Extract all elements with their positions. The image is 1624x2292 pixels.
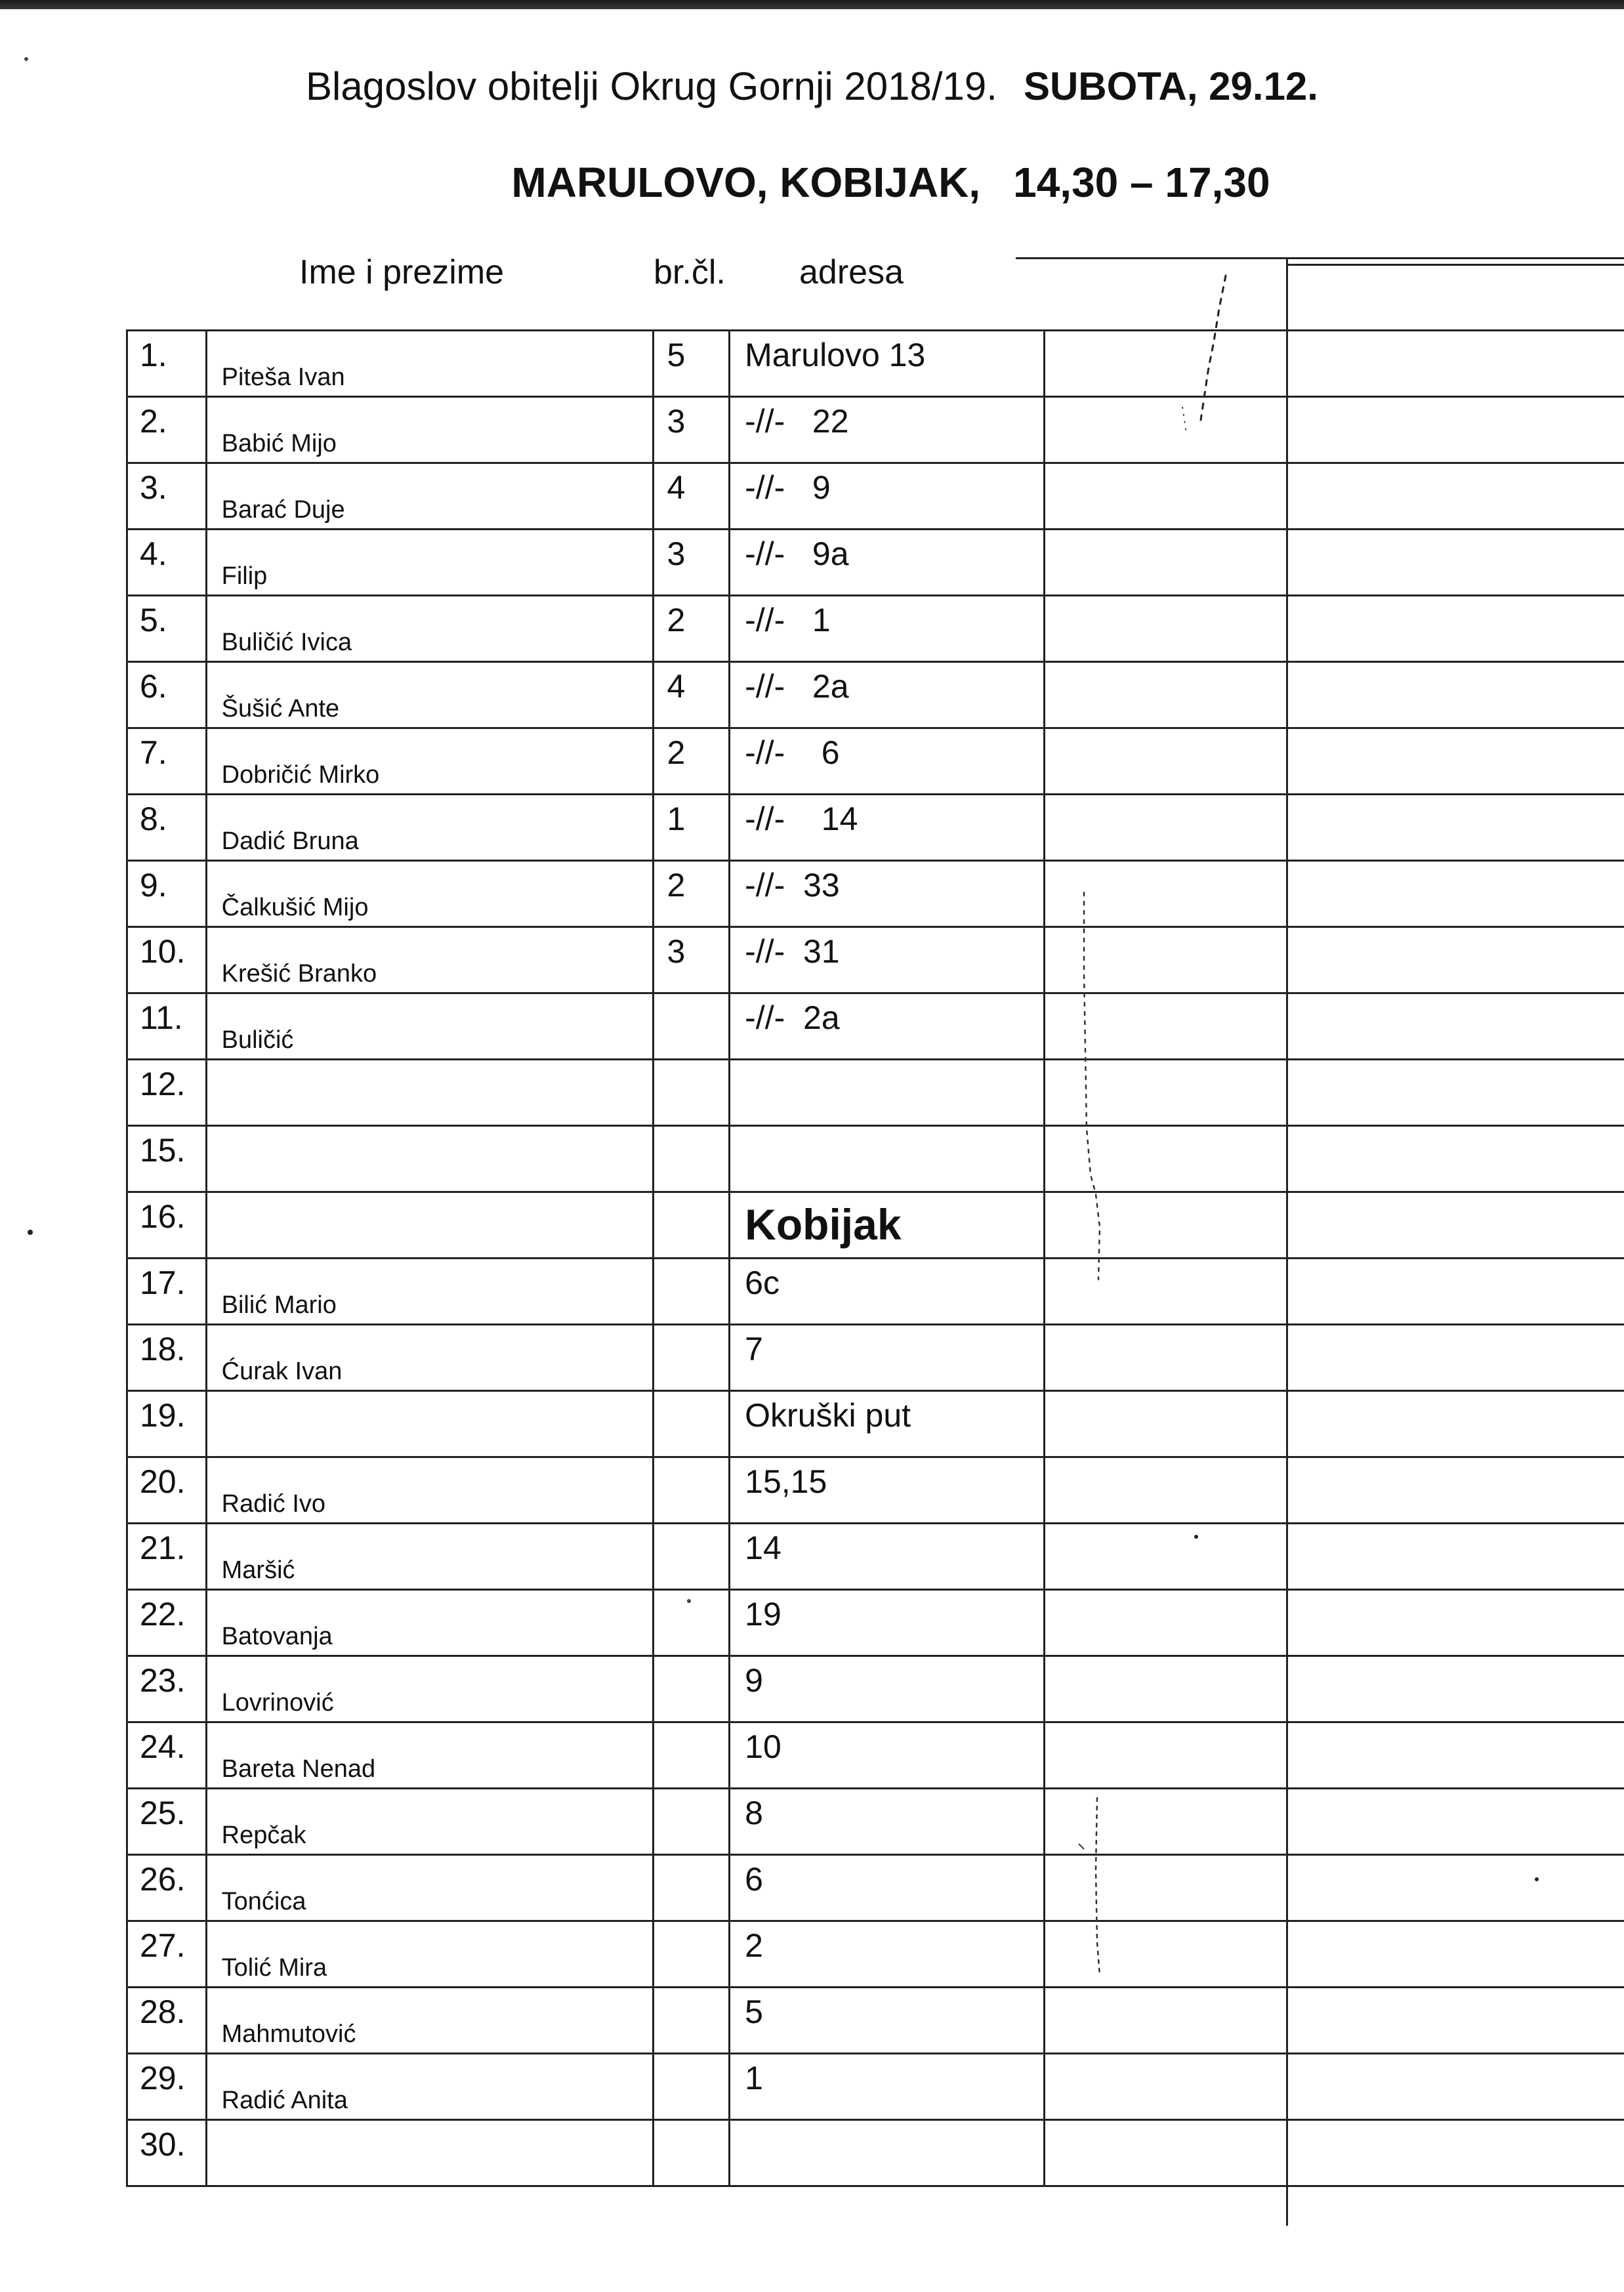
extra-cell-cell [1287,1855,1624,1921]
extra-cell-cell [1287,1259,1624,1325]
member-count: 3 [667,403,686,440]
address-cell [730,1192,1045,1259]
family-name-cell [206,1060,653,1126]
row-number: 16. [140,1198,186,1235]
extra-cell-cell [1287,1325,1624,1391]
family-name: Piteša Ivan [221,364,345,391]
address: -//- 9 [745,469,831,506]
address-cell [730,530,1045,596]
address: Okruški put [745,1397,911,1434]
extra-cell-cell [1287,1656,1624,1722]
table-row [127,1192,1624,1259]
member-count-cell [653,463,730,530]
row-number-cell [127,463,207,530]
address: -//- 1 [745,602,831,638]
address-cell [730,927,1045,993]
notes-cell-cell [1044,2054,1287,2120]
family-name: Maršić [221,1556,295,1584]
table-row [127,1457,1624,1524]
row-number: 7. [140,734,167,771]
address: 6c [745,1264,780,1301]
table-row [127,463,1624,530]
family-name: Mahmutović [221,2020,356,2048]
address-cell [730,1722,1045,1789]
header-rule [1016,257,1624,259]
family-name-cell [206,1590,653,1656]
member-count-cell [653,927,730,993]
family-name-cell [206,993,653,1060]
notes-cell-cell [1044,1259,1287,1325]
title-day: SUBOTA, 29.12. [1023,64,1318,108]
member-count-cell [653,662,730,728]
member-count-cell [653,1391,730,1457]
family-name: Dadić Bruna [221,827,359,855]
family-name-cell [206,795,653,861]
notes-cell-cell [1044,1524,1287,1590]
address: 10 [745,1728,781,1765]
table-row [127,397,1624,463]
address-cell [730,1656,1045,1722]
notes-cell-cell [1044,1060,1287,1126]
row-number-cell [127,1325,207,1391]
row-number: 21. [140,1530,186,1566]
notes-cell-cell [1044,728,1287,795]
family-name-cell [206,1921,653,1988]
address-cell [730,1855,1045,1921]
row-number-cell [127,1192,207,1259]
address-cell [730,2120,1045,2186]
family-name-cell [206,1656,653,1722]
row-number-cell [127,2054,207,2120]
table-row [127,795,1624,861]
extra-cell-cell [1287,1391,1624,1457]
header-rule-right [1286,264,1624,266]
member-count-cell [653,1259,730,1325]
table-row [127,596,1624,662]
notes-cell-cell [1044,1988,1287,2054]
member-count-cell [653,1192,730,1259]
family-name: Barać Duje [221,496,345,524]
table-row [127,662,1624,728]
row-number-cell [127,1855,207,1921]
member-count-cell [653,728,730,795]
family-name: Batovanja [221,1623,333,1650]
row-number-cell [127,530,207,596]
member-count-cell [653,1855,730,1921]
notes-cell-cell [1044,596,1287,662]
member-count: 2 [667,734,686,771]
extra-cell-cell [1287,463,1624,530]
family-name: Bareta Nenad [221,1755,376,1783]
member-count-cell [653,1060,730,1126]
member-count: 3 [667,535,686,572]
address-cell [730,993,1045,1060]
extra-cell-cell [1287,1722,1624,1789]
row-number-cell [127,1391,207,1457]
row-number: 22. [140,1596,186,1633]
address-cell [730,1325,1045,1391]
table-row [127,1789,1624,1855]
family-name-cell [206,2054,653,2120]
location-label: MARULOVO, KOBIJAK, [511,159,981,206]
row-number: 19. [140,1397,186,1434]
family-name-cell [206,861,653,927]
family-name: Radić Ivo [221,1490,326,1518]
family-name-cell [206,1126,653,1192]
member-count: 3 [667,933,686,970]
extra-cell-cell [1287,927,1624,993]
notes-cell-cell [1044,861,1287,927]
extra-cell-cell [1287,1988,1624,2054]
family-name: Babić Mijo [221,430,337,457]
address-cell [730,1921,1045,1988]
family-name-cell [206,1988,653,2054]
scan-edge [0,0,1624,9]
row-number-cell [127,1259,207,1325]
notes-cell-cell [1044,1325,1287,1391]
family-name: Lovrinović [221,1689,334,1717]
row-number-cell [127,1656,207,1722]
table-row [127,331,1624,397]
roster-table [126,329,1624,2187]
notes-cell-cell [1044,1921,1287,1988]
address-cell [730,1259,1045,1325]
extra-cell-cell [1287,861,1624,927]
member-count-cell [653,1722,730,1789]
notes-cell-cell [1044,993,1287,1060]
family-name: Ćurak Ivan [221,1358,343,1385]
row-number: 12. [140,1066,186,1102]
address: -//- 2a [745,999,840,1036]
family-name-cell [206,1259,653,1325]
address-cell [730,795,1045,861]
table-row [127,1325,1624,1391]
notes-cell-cell [1044,1391,1287,1457]
table-row [127,1060,1624,1126]
family-name-cell [206,927,653,993]
row-number-cell [127,1590,207,1656]
extra-cell-cell [1287,993,1624,1060]
member-count-cell [653,1921,730,1988]
member-count: 2 [667,602,686,638]
family-name: Radić Anita [221,2087,348,2114]
member-count-cell [653,1590,730,1656]
row-number-cell [127,927,207,993]
table-row [127,927,1624,993]
row-number-cell [127,728,207,795]
row-number-cell [127,2120,207,2186]
family-name: Bilić Mario [221,1291,337,1319]
row-number-cell [127,1789,207,1855]
address-cell [730,596,1045,662]
address: -//- 14 [745,801,858,837]
address: -//- 33 [745,867,840,904]
title-prefix: Blagoslov obitelji Okrug Gornji 2018/19. [306,64,997,108]
address: 14 [745,1530,781,1566]
member-count-cell [653,1126,730,1192]
member-count-cell [653,1524,730,1590]
member-count-cell [653,530,730,596]
notes-cell-cell [1044,795,1287,861]
table-row [127,530,1624,596]
notes-cell-cell [1044,530,1287,596]
family-name-cell [206,530,653,596]
notes-cell-cell [1044,1855,1287,1921]
address-cell [730,1590,1045,1656]
family-name-cell [206,331,653,397]
roster-body [127,331,1624,2186]
address-cell [730,463,1045,530]
family-name-cell [206,463,653,530]
row-number: 1. [140,337,167,373]
extra-cell-cell [1287,1457,1624,1524]
notes-cell-cell [1044,397,1287,463]
member-count: 4 [667,668,686,705]
address: -//- 2a [745,668,849,705]
notes-cell-cell [1044,463,1287,530]
address: Kobijak [745,1200,902,1249]
family-name: Buličić Ivica [221,629,352,656]
row-number: 23. [140,1662,186,1699]
member-count-cell [653,2120,730,2186]
family-name-cell [206,1391,653,1457]
address: -//- 22 [745,403,849,440]
row-number-cell [127,331,207,397]
notes-cell-cell [1044,1192,1287,1259]
table-row [127,2120,1624,2186]
family-name-cell [206,1325,653,1391]
extra-cell-cell [1287,1590,1624,1656]
row-number: 8. [140,801,167,837]
row-number: 5. [140,602,167,638]
member-count-cell [653,1656,730,1722]
member-count-cell [653,1325,730,1391]
row-number-cell [127,861,207,927]
row-number-cell [127,795,207,861]
address-cell [730,397,1045,463]
extra-cell-cell [1287,530,1624,596]
table-row [127,861,1624,927]
family-name: Šušić Ante [221,695,340,722]
member-count: 4 [667,469,686,506]
family-name: Krešić Branko [221,960,377,988]
address: -//- 9a [745,535,849,572]
table-row [127,1259,1624,1325]
row-number: 15. [140,1132,186,1169]
row-number-cell [127,662,207,728]
notes-cell-cell [1044,331,1287,397]
table-row [127,1722,1624,1789]
row-number-cell [127,1722,207,1789]
address-cell [730,728,1045,795]
row-number: 9. [140,867,167,904]
family-name-cell [206,728,653,795]
table-row [127,2054,1624,2120]
page-subtitle [0,155,1624,210]
address: -//- 6 [745,734,840,771]
row-number: 27. [140,1927,186,1964]
extra-cell-cell [1287,397,1624,463]
extra-cell-cell [1287,1921,1624,1988]
address-cell [730,1988,1045,2054]
family-name: Tonćica [221,1888,306,1915]
extra-cell-cell [1287,662,1624,728]
row-number: 28. [140,1993,186,2030]
row-number: 20. [140,1463,186,1500]
family-name-cell [206,397,653,463]
notes-cell-cell [1044,662,1287,728]
row-number: 18. [140,1331,186,1367]
table-row [127,728,1624,795]
extra-cell-cell [1287,2054,1624,2120]
table-row [127,993,1624,1060]
extra-cell-cell [1287,1524,1624,1590]
notes-cell-cell [1044,1789,1287,1855]
table-row [127,1590,1624,1656]
row-number-cell [127,397,207,463]
family-name-cell [206,2120,653,2186]
address: 19 [745,1596,781,1633]
family-name: Repčak [221,1822,306,1849]
extra-cell-cell [1287,1060,1624,1126]
table-row [127,1126,1624,1192]
address: 5 [745,1993,763,2030]
notes-cell-cell [1044,1590,1287,1656]
column-header-count: br.čl. [654,253,726,291]
family-name: Čalkušić Mijo [221,894,369,921]
row-number: 29. [140,2060,186,2096]
member-count-cell [653,795,730,861]
row-number: 11. [140,999,183,1036]
notes-cell-cell [1044,1126,1287,1192]
notes-cell-cell [1044,927,1287,993]
address-cell [730,1060,1045,1126]
member-count-cell [653,993,730,1060]
family-name-cell [206,662,653,728]
row-number: 25. [140,1795,186,1831]
row-number-cell [127,1921,207,1988]
table-row [127,1391,1624,1457]
family-name: Filip [221,562,268,590]
family-name-cell [206,1722,653,1789]
row-number-cell [127,1457,207,1524]
family-name-cell [206,596,653,662]
family-name: Buličić [221,1026,294,1054]
address-cell [730,2054,1045,2120]
row-number: 30. [140,2126,186,2163]
member-count: 5 [667,337,686,373]
notes-cell-cell [1044,1722,1287,1789]
extra-cell-cell [1287,795,1624,861]
family-name-cell [206,1192,653,1259]
row-number: 2. [140,403,167,440]
address: 9 [745,1662,763,1699]
extra-cell-cell [1287,331,1624,397]
address-cell [730,662,1045,728]
family-name-cell [206,1524,653,1590]
extra-cell-cell [1287,728,1624,795]
notes-cell-cell [1044,1457,1287,1524]
row-number: 24. [140,1728,186,1765]
extra-cell-cell [1287,596,1624,662]
row-number-cell [127,596,207,662]
row-number: 26. [140,1861,186,1898]
member-count-cell [653,2054,730,2120]
table-row [127,1524,1624,1590]
page-title [0,60,1624,113]
notes-cell-cell [1044,1656,1287,1722]
address: 1 [745,2060,763,2096]
row-number-cell [127,1524,207,1590]
column-header-address: adresa [799,253,904,291]
member-count-cell [653,861,730,927]
table-row [127,1988,1624,2054]
member-count-cell [653,331,730,397]
extra-cell-cell [1287,2120,1624,2186]
family-name: Dobričić Mirko [221,761,380,789]
member-count: 2 [667,867,686,904]
row-number-cell [127,1126,207,1192]
member-count-cell [653,397,730,463]
address: 7 [745,1331,763,1367]
row-number: 6. [140,668,167,705]
table-row [127,1921,1624,1988]
address-cell [730,1391,1045,1457]
address-cell [730,331,1045,397]
row-number-cell [127,1060,207,1126]
row-number: 3. [140,469,167,506]
table-row [127,1656,1624,1722]
column-header-name: Ime i prezime [299,253,505,291]
address-cell [730,861,1045,927]
family-name-cell [206,1789,653,1855]
row-number: 17. [140,1264,186,1301]
family-name-cell [206,1855,653,1921]
address-cell [730,1126,1045,1192]
extra-cell-cell [1287,1192,1624,1259]
extra-cell-cell [1287,1126,1624,1192]
address-cell [730,1524,1045,1590]
row-number: 4. [140,535,167,572]
family-name-cell [206,1457,653,1524]
address-cell [730,1457,1045,1524]
row-number-cell [127,1988,207,2054]
member-count: 1 [667,801,686,837]
table-row [127,1855,1624,1921]
address: 15,15 [745,1463,827,1500]
address: -//- 31 [745,933,840,970]
address-cell [730,1789,1045,1855]
extra-cell-cell [1287,1789,1624,1855]
address: 6 [745,1861,763,1898]
member-count-cell [653,1789,730,1855]
member-count-cell [653,1988,730,2054]
address: 8 [745,1795,763,1831]
row-number: 10. [140,933,186,970]
member-count-cell [653,596,730,662]
family-name: Tolić Mira [221,1954,327,1982]
row-number-cell [127,993,207,1060]
address: 2 [745,1927,763,1964]
address: Marulovo 13 [745,337,926,373]
notes-cell-cell [1044,2120,1287,2186]
member-count-cell [653,1457,730,1524]
time-range: 14,30 – 17,30 [1013,159,1270,206]
